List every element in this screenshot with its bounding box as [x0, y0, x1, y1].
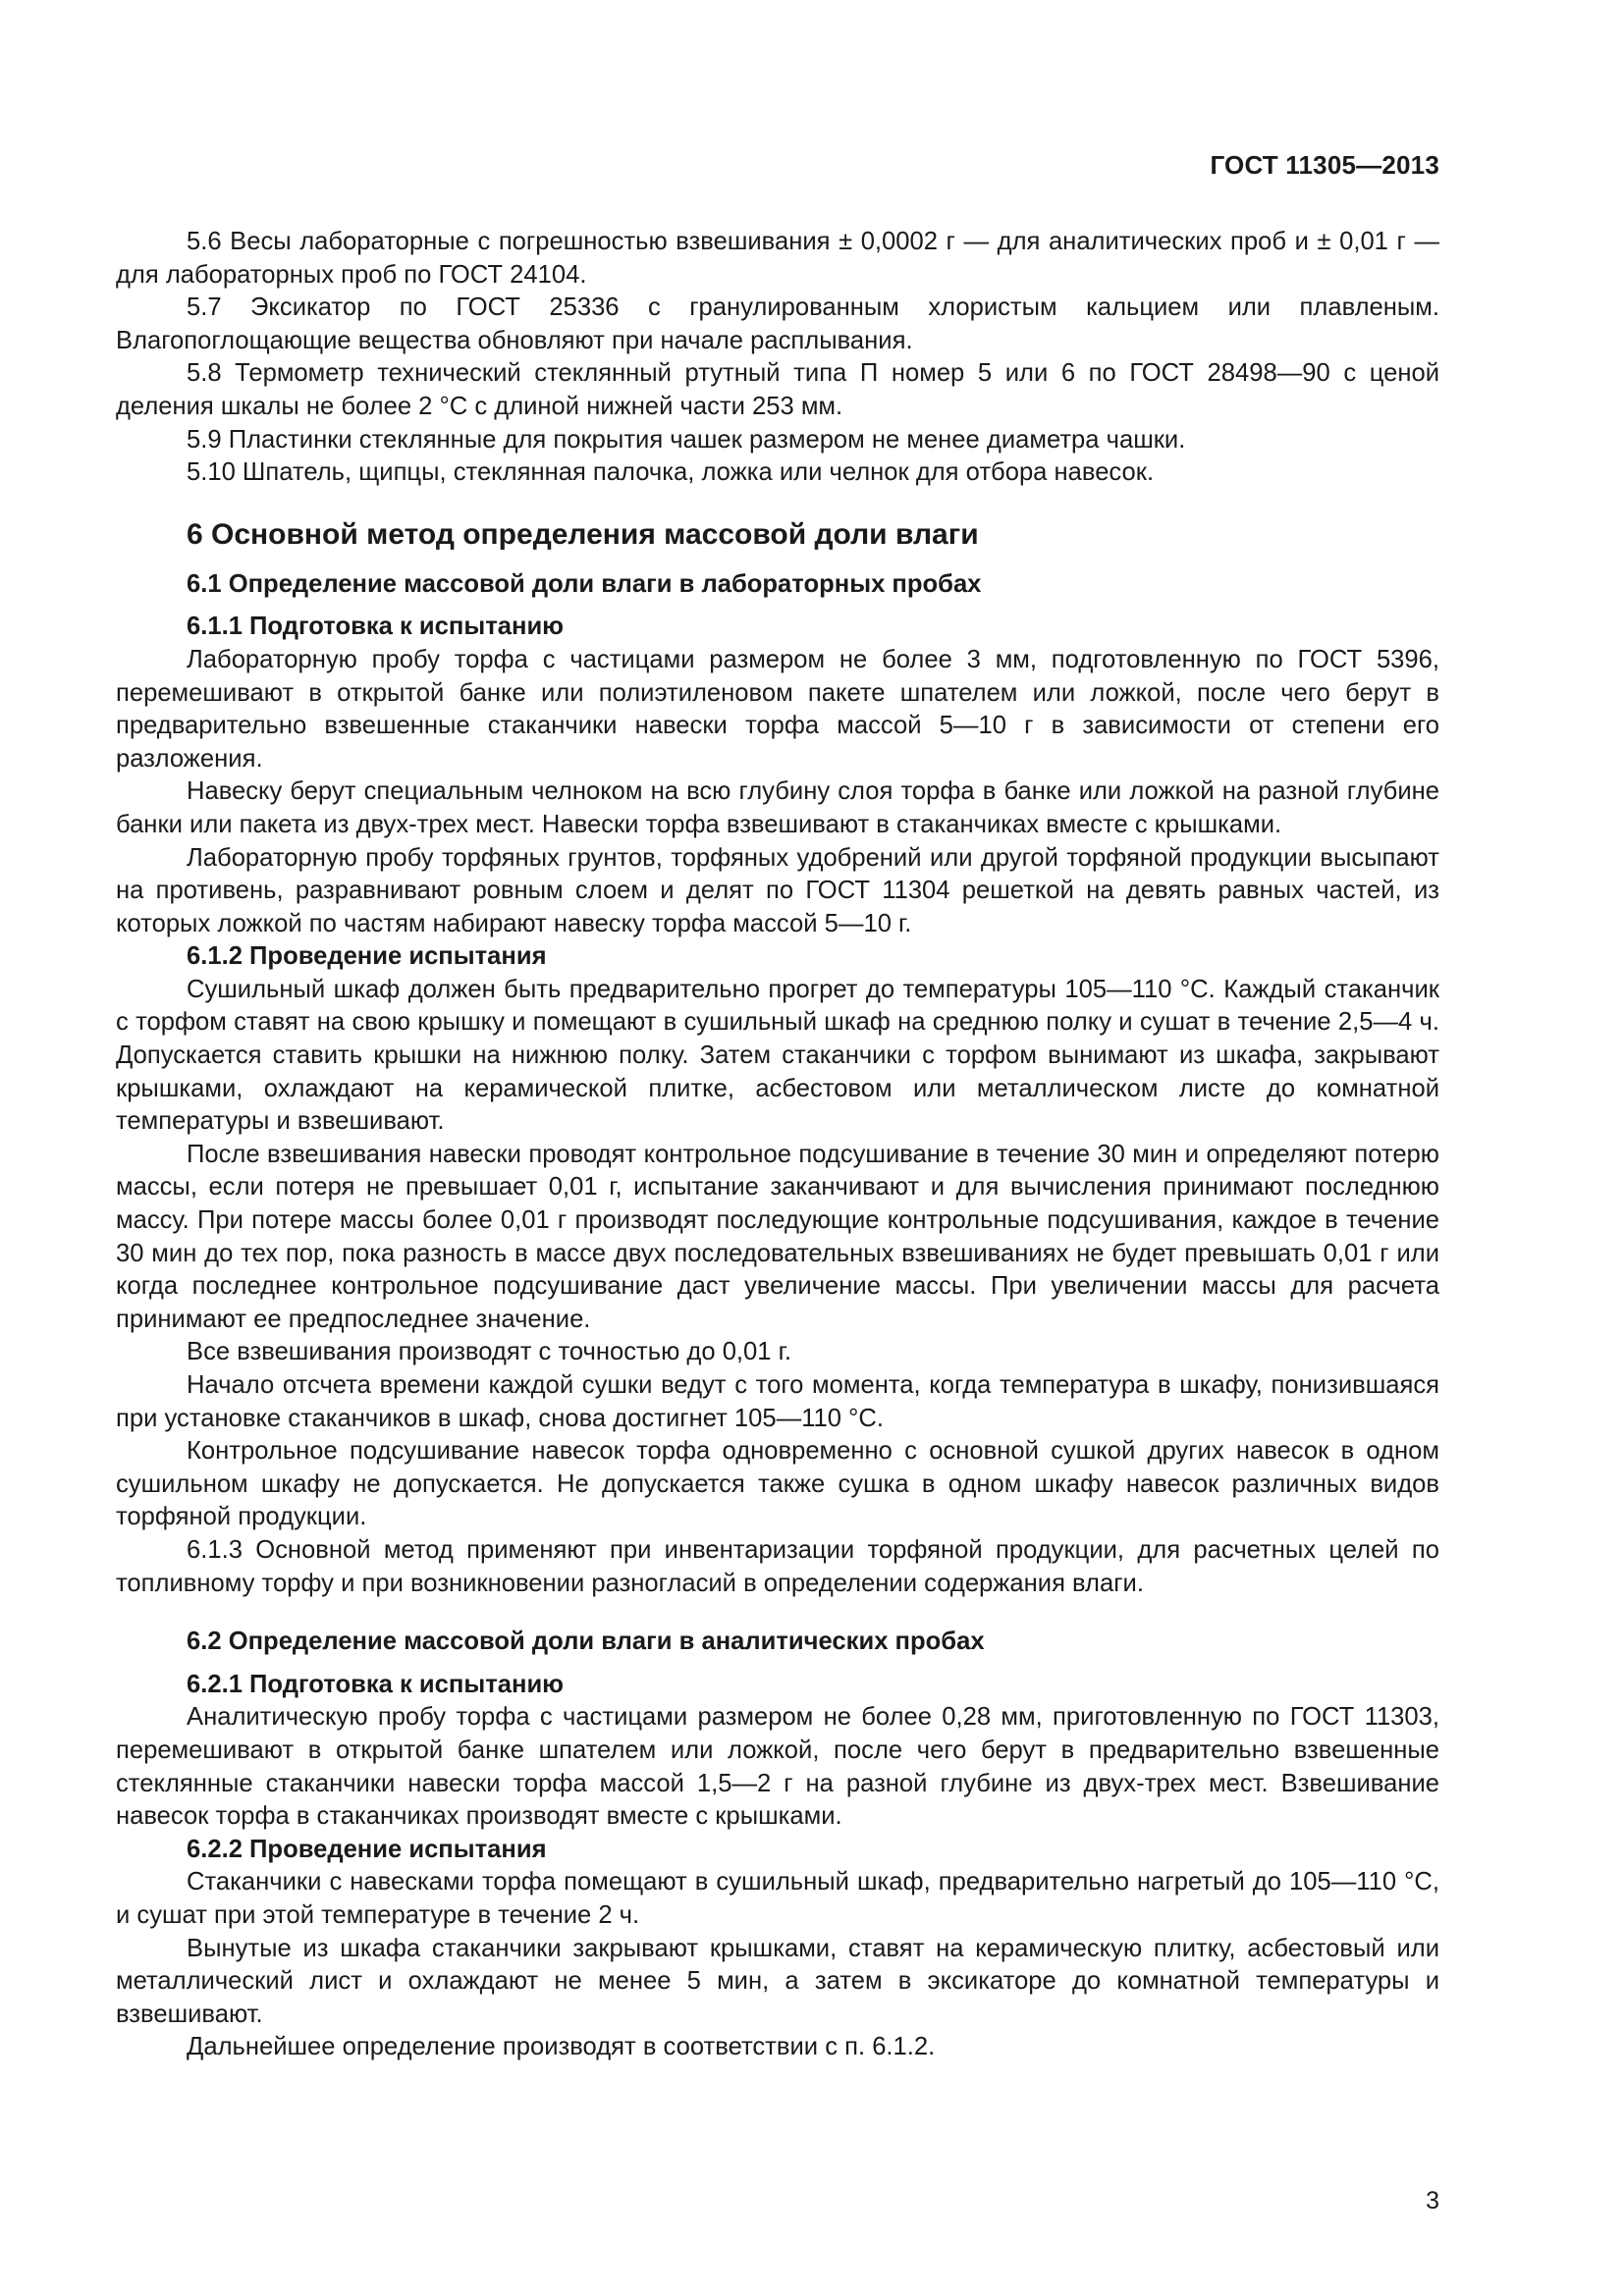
paragraph: Контрольное подсушивание навесок торфа одновременно с основной сушкой других навесок в одном сушильном шкафу не допускается. Не допускается также сушка в одном шкафу навесок различных видов торфяной продукции.	[116, 1437, 1439, 1531]
clause-5-8: 5.8 Термометр технический стеклянный ртутный типа П номер 5 или 6 по ГОСТ 28498—90 с ценой деления шкалы не более 2 °С с длиной нижней части 253 мм.	[116, 359, 1439, 420]
paragraph: Начало отсчета времени каждой сушки ведут с того момента, когда температура в шкафу, понизившаяся при установке стаканчиков в шкаф, снова достигнет 105—110 °С.	[116, 1371, 1439, 1432]
clause-6-1-3: 6.1.3 Основной метод применяют при инвентаризации торфяной продукции, для расчетных целей по топливному торфу и при возникновении разногласий в определении содержания влаги.	[116, 1535, 1439, 1597]
section-6-2-1-title: 6.2.1 Подготовка к испытанию	[187, 1670, 565, 1698]
paragraph: Лабораторную пробу торфяных грунтов, торфяных удобрений или другой торфяной продукции высыпают на противень, разравнивают ровным слоем и делят по ГОСТ 11304 решеткой на девять равных частей, из которых ложкой по частям набирают навеску торфа массой 5—10 г.	[116, 843, 1439, 937]
paragraph: Вынутые из шкафа стаканчики закрывают крышками, ставят на керамическую плитку, асбестовый или металлический лист и охлаждают не менее 5 мин, а затем в эксикаторе до комнатной температуры и взвешивают.	[116, 1934, 1439, 2028]
clause-5-6: 5.6 Весы лабораторные с погрешностью взвешивания ± 0,0002 г — для аналитических проб и ± 0,01 г — для лабораторных проб по ГОСТ 24104.	[116, 228, 1439, 289]
document-code-header: ГОСТ 11305—2013	[1210, 150, 1439, 180]
paragraph: Стаканчики с навесками торфа помещают в сушильный шкаф, предварительно нагретый до 105—110 °С, и сушат при этой температуре в течение 2 ч.	[116, 1868, 1439, 1929]
section-6-1-2-title: 6.1.2 Проведение испытания	[187, 942, 547, 971]
section-6-title: 6 Основной метод определения массовой доли влаги	[187, 517, 979, 551]
paragraph: Аналитическую пробу торфа с частицами размером не более 0,28 мм, приготовленную по ГОСТ 11303, перемешивают в открытой банке шпателем или ложкой, после чего берут в предварительно взвешенные стеклянные стаканчики навески торфа массой 1,5—2 г на разной глубине из двух-трех мест. Взвешивание навесок торфа в стаканчиках производят вместе с крышками.	[116, 1703, 1439, 1831]
clause-5-10: 5.10 Шпатель, щипцы, стеклянная палочка, ложка или челнок для отбора навесок.	[187, 458, 1155, 487]
paragraph: После взвешивания навески проводят контрольное подсушивание в течение 30 мин и определяют потерю массы, если потеря не превышает 0,01 г, испытание заканчивают и для вычисления принимают последнюю массу. При потере массы более 0,01 г производят последующие контрольные подсушивания, каждое в течение 30 мин до тех пор, пока разность в массе двух последовательных взвешиваниях не будет превышать 0,01 г или когда последнее контрольное подсушивание даст увеличение массы. При увеличении массы для расчета принимают ее предпоследнее значение.	[116, 1140, 1439, 1333]
paragraph: Лабораторную пробу торфа с частицами размером не более 3 мм, подготовленную по ГОСТ 5396, перемешивают в открытой банке или полиэтиленовом пакете шпателем или ложкой, после чего берут в предварительно взвешенные стаканчики навески торфа массой 5—10 г в зависимости от степени его разложения.	[116, 645, 1439, 773]
clause-5-9: 5.9 Пластинки стеклянные для покрытия чашек размером не менее диаметра чашки.	[187, 425, 1186, 454]
clause-5-7: 5.7 Эксикатор по ГОСТ 25336 с гранулированным хлористым кальцием или плавленым. Влагопоглощающие вещества обновляют при начале расплывания.	[116, 294, 1439, 354]
paragraph: Все взвешивания производят с точностью до 0,01 г.	[187, 1338, 791, 1366]
paragraph: Навеску берут специальным челноком на всю глубину слоя торфа в банке или ложкой на разной глубине банки или пакета из двух-трех мест. Навески торфа взвешивают в стаканчиках вместе с крышками.	[116, 777, 1439, 838]
section-6-2-title: 6.2 Определение массовой доли влаги в аналитических пробах	[187, 1628, 985, 1656]
section-6-1-1-title: 6.1.1 Подготовка к испытанию	[187, 613, 565, 641]
document-body	[116, 226, 1439, 2064]
paragraph: Сушильный шкаф должен быть предварительно прогрет до температуры 105—110 °С. Каждый стаканчик с торфом ставят на свою крышку и помещают в сушильный шкаф на среднюю полку и сушат в течение 2,5—4 ч. Допускается ставить крышки на нижнюю полку. Затем стаканчики с торфом вынимают из шкафа, закрывают крышками, охлаждают на керамической плитке, асбестовом или металлическом листе до комнатной температуры и взвешивают.	[116, 975, 1439, 1136]
paragraph: Дальнейшее определение производят в соответствии с п. 6.1.2.	[187, 2033, 936, 2061]
section-6-1-title: 6.1 Определение массовой доли влаги в лабораторных пробах	[187, 569, 982, 598]
page-number: 3	[1426, 2187, 1439, 2215]
section-6-2-2-title: 6.2.2 Проведение испытания	[187, 1835, 547, 1863]
